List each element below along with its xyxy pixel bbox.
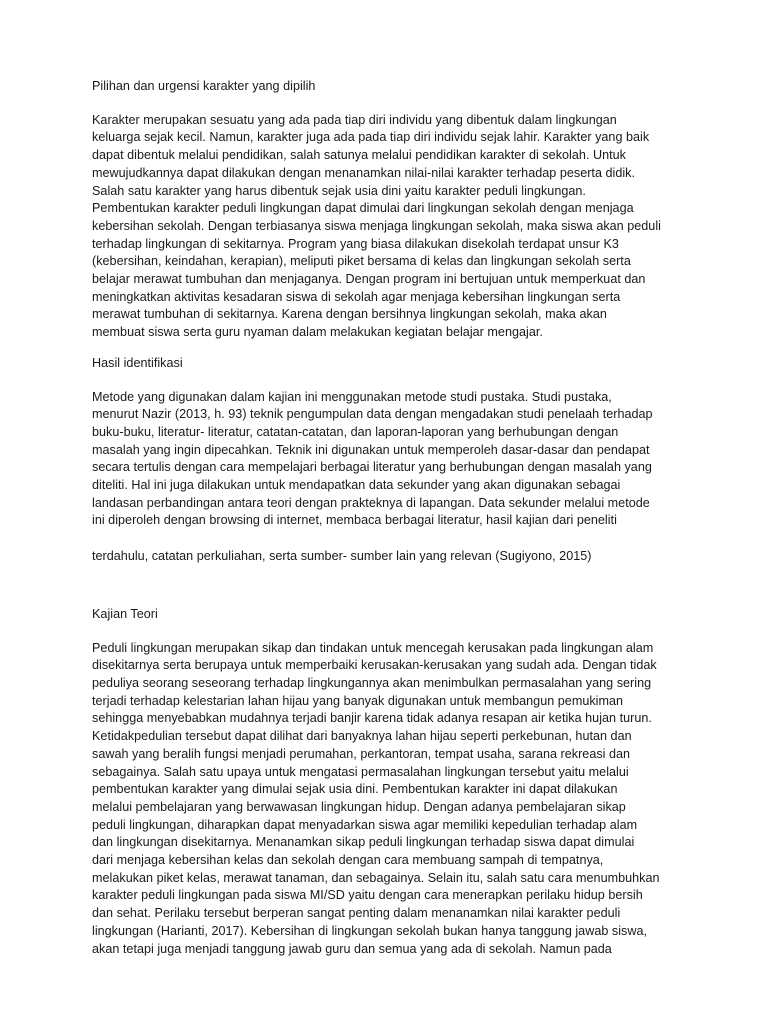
text-line: landasan perbandingan antara teori dengan prakteknya di lapangan. Data sekunder melalui metode <box>92 495 650 510</box>
text-line: terjadi terhadap kelestarian lahan hijau yang banyak digunakan untuk membangun pemukiman <box>92 693 624 708</box>
text-line: Pembentukan karakter peduli lingkungan dapat dimulai dari lingkungan sekolah dengan menjaga <box>92 201 634 216</box>
text-line: (kebersihan, keindahan, kerapian), meliputi piket bersama di kelas dan lingkungan sekolah serta <box>92 254 631 269</box>
document-content <box>92 78 682 958</box>
text-line: peduliya seorang seseorang terhadap lingkungannya akan menimbulkan permasalahan yang sering <box>92 675 652 690</box>
section-heading-kajian-teori: Kajian Teori <box>92 606 158 621</box>
text-line: dan lingkungan disekitarnya. Menanamkan sikap peduli lingkungan terhadap siswa dapat dimulai <box>92 835 635 850</box>
paragraph-hasil <box>92 389 682 531</box>
text-line: akan tetapi juga menjadi tanggung jawab guru dan semua yang ada di sekolah. Namun pada <box>92 941 612 956</box>
text-line: membuat siswa serta guru nyaman dalam melakukan kegiatan belajar mengajar. <box>92 325 543 340</box>
text-line: Peduli lingkungan merupakan sikap dan tindakan untuk mencegah kerusakan pada lingkungan alam <box>92 640 654 655</box>
text-line: meningkatkan aktivitas kesadaran siswa di sekolah agar menjaga kebersihan lingkungan serta <box>92 289 621 304</box>
text-line: lingkungan (Harianti, 2017). Kebersihan di lingkungan sekolah bukan hanya tanggung jawab siswa, <box>92 923 647 938</box>
text-line: sawah yang beralih fungsi menjadi perumahan, perkantoran, tempat usaha, sarana rekreasi dan <box>92 746 631 761</box>
paragraph-kajian-teori <box>92 640 682 959</box>
section-heading-hasil: Hasil identifikasi <box>92 355 183 370</box>
text-line: Ketidakpedulian tersebut dapat dilihat dari banyaknya lahan hijau seperti perkebunan, hutan dan <box>92 729 632 744</box>
text-line: terhadap lingkungan di sekitarnya. Program yang biasa dilakukan disekolah terdapat unsur K3 <box>92 236 619 251</box>
text-line: dapat dibentuk melalui pendidikan, salah satunya melalui pendidikan karakter di sekolah. Untuk <box>92 148 626 163</box>
paragraph-pilihan <box>92 112 682 342</box>
text-line: pembentukan karakter yang dimulai sejak usia dini. Pembentukan karakter ini dapat dilakukan <box>92 782 618 797</box>
text-line: terdahulu, catatan perkuliahan, serta sumber- sumber lain yang relevan (Sugiyono, 2015) <box>92 549 592 564</box>
text-line: peduli lingkungan, diharapkan dapat menyadarkan siswa agar memiliki kepedulian terhadap alam <box>92 817 638 832</box>
text-line: keluarga sejak kecil. Namun, karakter juga ada pada tiap diri individu sejak lahir. Karakter yang baik <box>92 130 650 145</box>
text-line: dan sehat. Perilaku tersebut berperan sangat penting dalam menanamkan nilai karakter peduli <box>92 906 621 921</box>
text-line: secara tertulis dengan cara mempelajari berbagai literatur yang berhubungan dengan masalah yang <box>92 460 652 475</box>
text-line: sebagainya. Salah satu upaya untuk mengatasi permasalahan lingkungan tersebut yaitu melalui <box>92 764 629 779</box>
text-line: disekitarnya serta berupaya untuk memperbaiki kerusakan-kerusakan yang sudah ada. Dengan tidak <box>92 658 657 673</box>
text-line: ini diperoleh dengan browsing di internet, membaca berbagai literatur, hasil kajian dari peneliti <box>92 513 617 528</box>
section-heading-pilihan: Pilihan dan urgensi karakter yang dipilih <box>92 79 316 93</box>
text-line: sehingga menyebabkan mudahnya terjadi banjir karena tidak adanya resapan air ketika hujan turun. <box>92 711 652 726</box>
text-line: melakukan piket kelas, merawat tanaman, dan sebagainya. Selain itu, salah satu cara menumbuhkan <box>92 870 660 885</box>
text-line: belajar merawat tumbuhan dan menjaganya. Dengan program ini bertujuan untuk memperkuat dan <box>92 272 646 287</box>
text-line: merawat tumbuhan di sekitarnya. Karena dengan bersihnya lingkungan sekolah, maka akan <box>92 307 607 322</box>
text-line: melalui pembelajaran yang berwawasan lingkungan hidup. Dengan adanya pembelajaran sikap <box>92 799 626 814</box>
text-line: masalah yang ingin dipecahkan. Teknik ini digunakan untuk memperoleh dasar-dasar dan pendapat <box>92 442 650 457</box>
text-line: Salah satu karakter yang harus dibentuk sejak usia dini yaitu karakter peduli lingkungan. <box>92 183 586 198</box>
text-line: diteliti. Hal ini juga dilakukan untuk mendapatkan data sekunder yang akan digunakan sebagai <box>92 478 621 493</box>
text-line: Karakter merupakan sesuatu yang ada pada tiap diri individu yang dibentuk dalam lingkungan <box>92 112 617 127</box>
paragraph-hasil-continuation <box>92 548 682 566</box>
text-line: buku-buku, literatur- literatur, catatan-catatan, dan laporan-laporan yang berhubungan dengan <box>92 424 619 439</box>
text-line: dari menjaga kebersihan kelas dan sekolah dengan cara membuang sampah di tempatnya, <box>92 853 604 868</box>
text-line: menurut Nazir (2013, h. 93) teknik pengumpulan data dengan mengadakan studi penelaah terhadap <box>92 407 653 422</box>
text-line: kebersihan sekolah. Dengan terbiasanya siswa menjaga lingkungan sekolah, maka siswa akan peduli <box>92 218 661 233</box>
text-line: karakter peduli lingkungan pada siswa MI/SD yaitu dengan cara menerapkan perilaku hidup bersih <box>92 888 643 903</box>
text-line: mewujudkannya dapat dilakukan dengan menanamkan nilai-nilai karakter terhadap peserta didik. <box>92 165 636 180</box>
text-line: Metode yang digunakan dalam kajian ini menggunakan metode studi pustaka. Studi pustaka, <box>92 389 612 404</box>
